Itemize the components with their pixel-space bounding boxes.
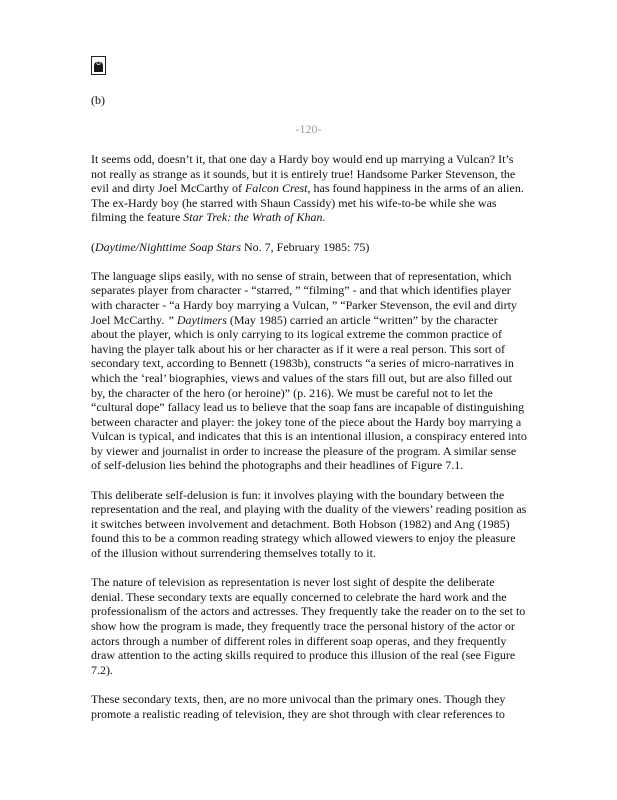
text-segment-italic: Falcon Crest: [244, 181, 308, 196]
text-segment-italic: ” Daytimers: [167, 312, 227, 327]
citation-paragraph: [91, 240, 527, 255]
body-paragraph: [91, 692, 527, 721]
text-segment: The nature of television as representation is never lost sight of despite the deliberate denial. These secondary texts are equally concerned to celebrate the hard work and the professionalism of the actors and actresses. They frequently take the reader on to the set to show how the program is made, they frequently trace the personal history of the actor or actors through a number of different roles in different soap operas, and they frequently draw attention to the acting skills required to produce this illusion of the real (see Figure 7.2).: [91, 575, 526, 677]
text-segment-italic: Star Trek: the Wrath of Khan.: [183, 210, 326, 225]
text-segment: , has found happiness in the arms of an alien. The ex-Hardy boy (he starred with Shaun Cassidy) met his wife-to-be while she was filming the feature: [91, 181, 524, 225]
page-number: -120-: [295, 122, 322, 136]
photo-placeholder-icon: [91, 56, 106, 75]
text-segment: (May 1985) carried an article “written” by the character about the player, which is only carrying to its logical extreme the common practice of having the player talk about his or her character as if it were a real person. This sort of secondary text, according to Bennett (1983b), constructs “a series of micro-narratives in which the ‘real’ biographies, views and values of the stars fill out, but are also filled out by, the character of the hero (or heroine)” (p. 216). We must be careful not to let the “cultural dope” fallacy lead us to believe that the soap fans are incapable of distinguishing between character and player: the jokey tone of the piece about the Hardy boy marrying a Vulcan is typical, and indicates that this is an intentional illusion, a conspiracy entered into by viewer and journalist in order to increase the pleasure of the program. A similar sense of self-delusion lies behind the photographs and their headlines of Figure 7.1.: [91, 312, 527, 473]
figure-label: (b): [91, 93, 105, 107]
body-paragraph: [91, 488, 527, 561]
quote-paragraph: [91, 152, 527, 225]
text-segment-italic: Daytime/Nighttime Soap Stars: [95, 239, 241, 254]
text-segment: It seems odd, doesn’t it, that one day a Hardy boy would end up marrying a Vulcan? It’s not really as strange as it sounds, but it is entirely true! Handsome Parker Stevenson, the evil and dirty Joel McCarthy of: [91, 152, 516, 196]
text-segment: (: [91, 239, 95, 254]
body-paragraph: [91, 575, 527, 677]
body-paragraph: [91, 269, 527, 473]
body-text: [91, 152, 527, 721]
text-segment: These secondary texts, then, are no more univocal than the primary ones. Though they promote a realistic reading of television, they are shot through with clear references to: [91, 691, 506, 721]
text-segment: No. 7, February 1985: 75): [241, 239, 370, 254]
text-segment: The language slips easily, with no sense of strain, between that of representation, which separates player from character - “starred, ” “filming” - and that which identifies player with character - “a Hardy boy marrying a Vulcan, ” “Parker Stevenson, the evil and dirty Joel McCarthy.: [91, 268, 517, 327]
text-segment: This deliberate self-delusion is fun: it involves playing with the boundary between the representation and the real, and playing with the duality of the viewers’ reading position as it switches between involvement and detachment. Both Hobson (1982) and Ang (1985) found this to be a common reading strategy which allowed viewers to enjoy the pleasure of the illusion without surrendering themselves totally to it.: [91, 487, 527, 561]
